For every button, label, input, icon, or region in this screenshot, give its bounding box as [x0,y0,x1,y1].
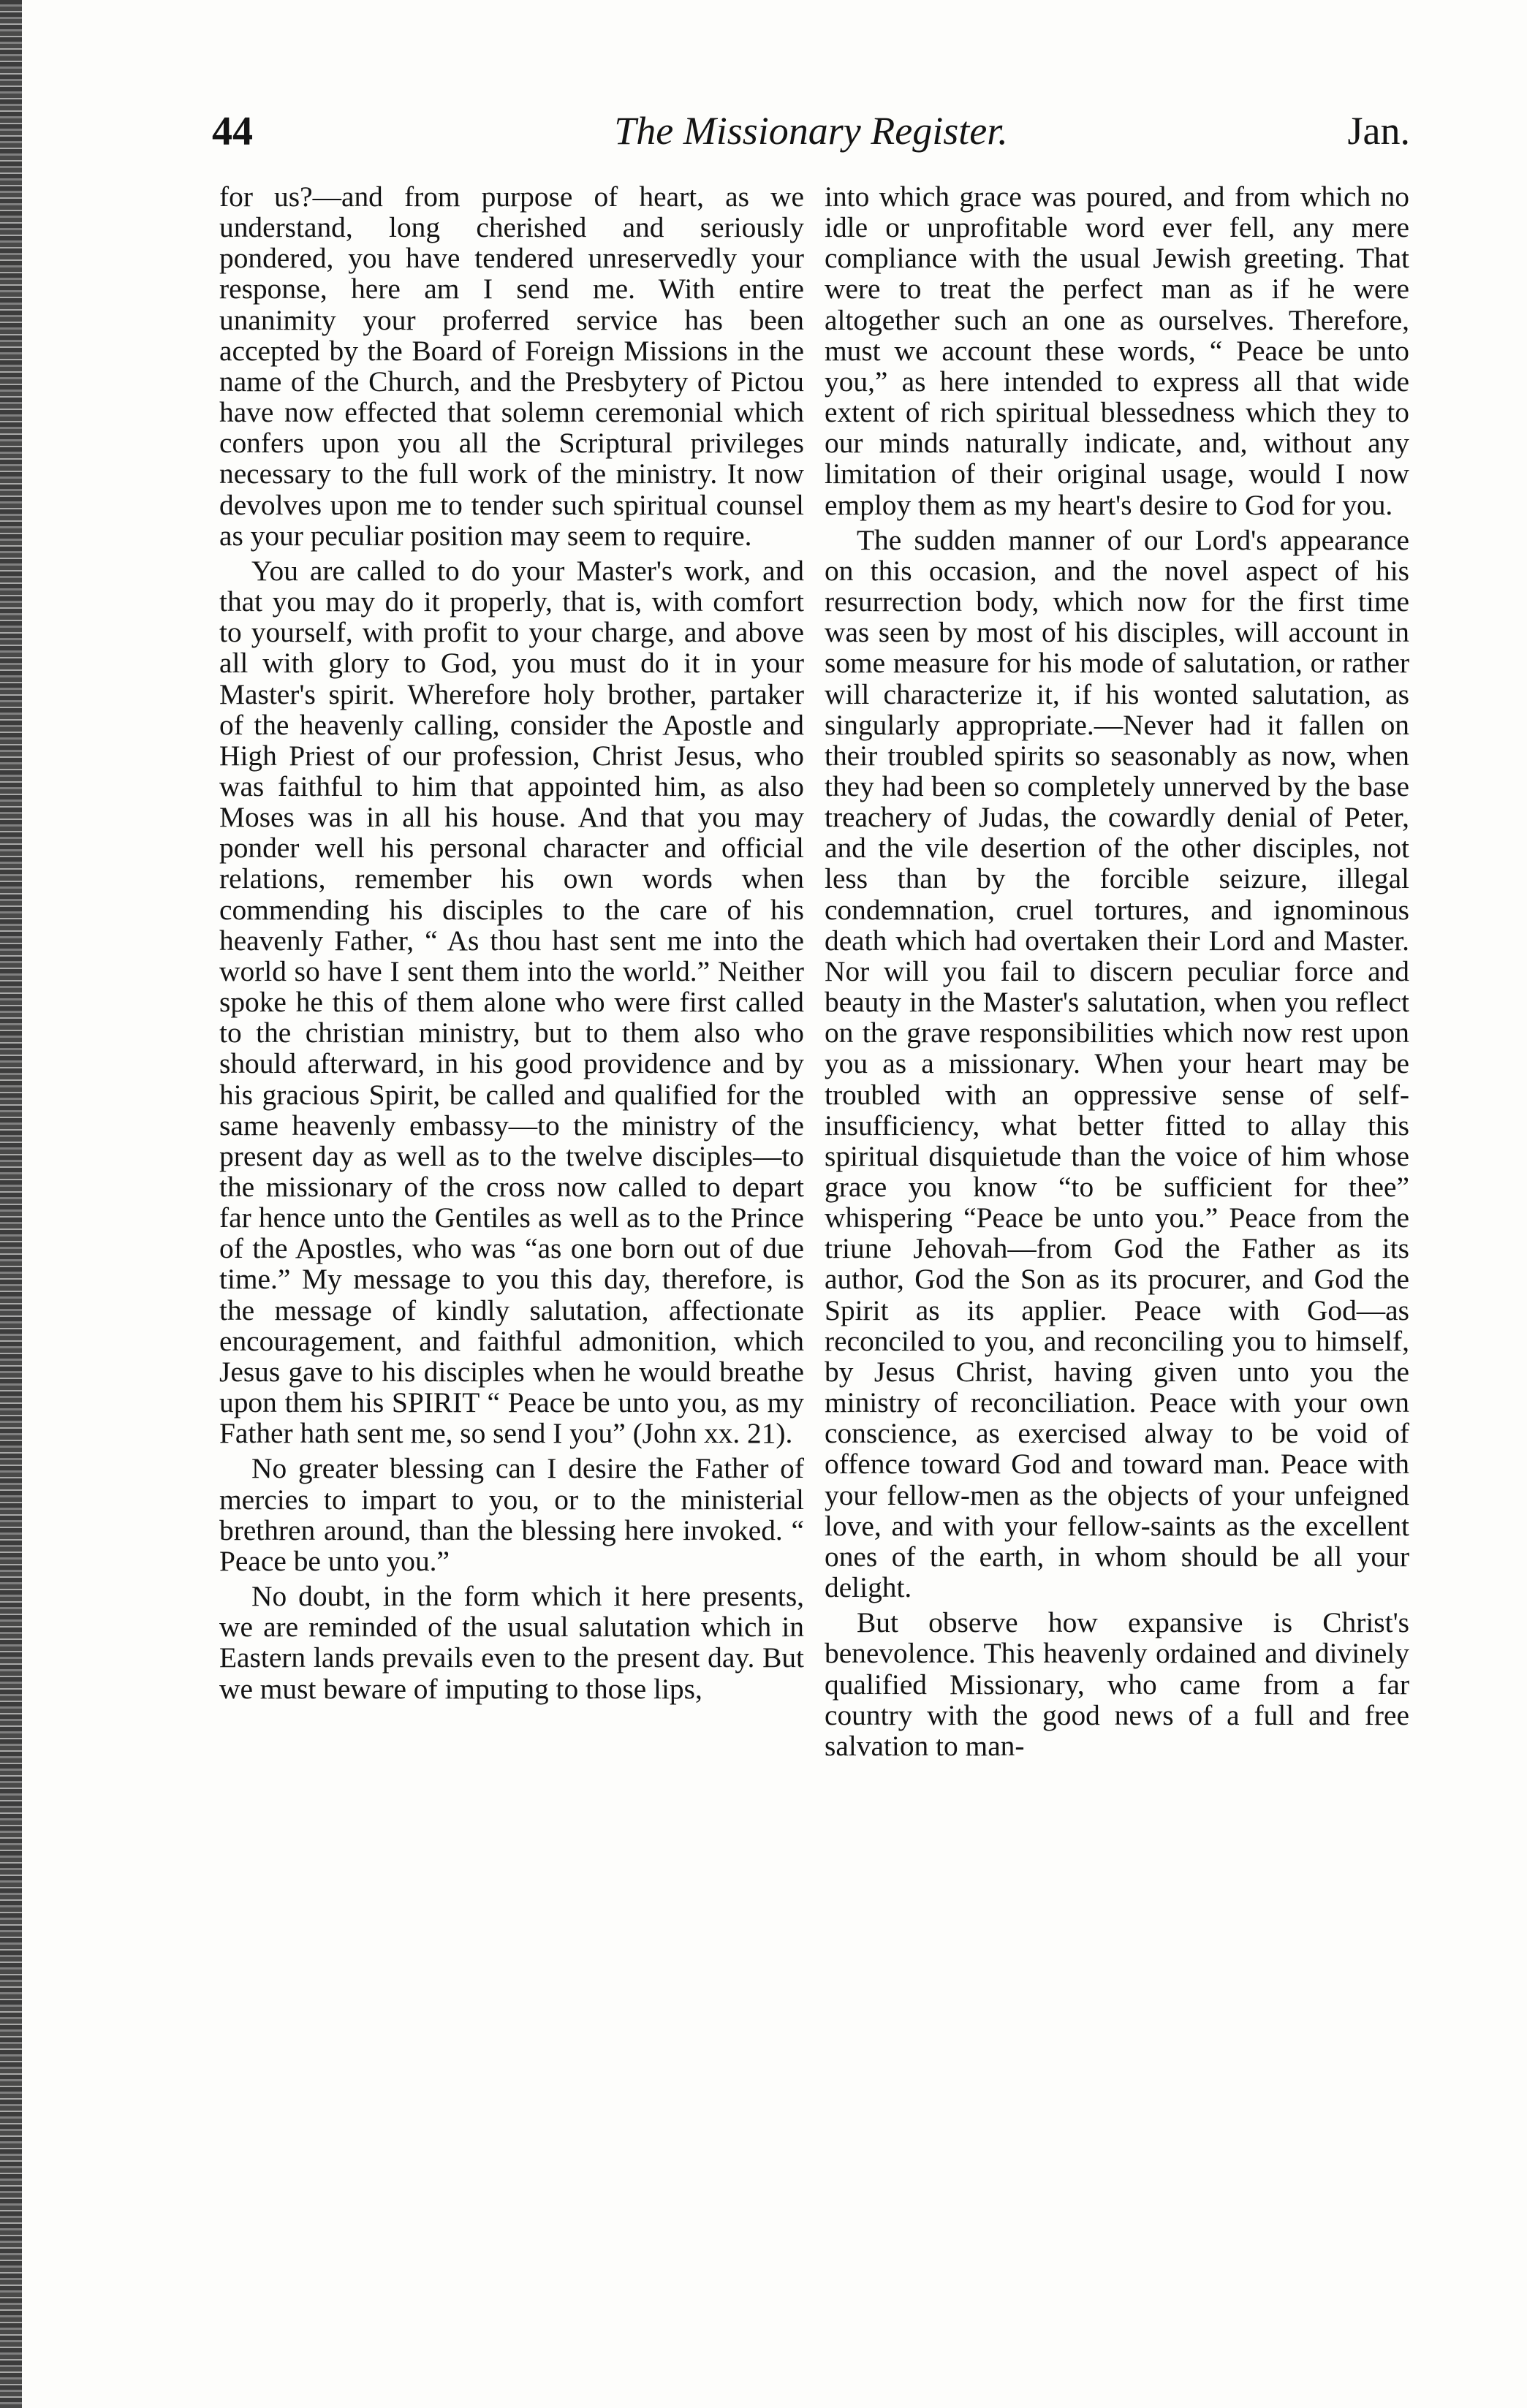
paragraph: The sudden manner of our Lord's appearance on this occasion, and the novel aspect of his resurrection body, which now for the first time was seen by most of his disciples, will account in some measure for his mode of salutation, or rather will characterize it, if his wonted salutation, as singularly appropriate.—Never had it fallen on their troubled spirits so seasonably as now, when they had been so completely unnerved by the base treachery of Judas, the cowardly denial of Peter, and the vile desertion of the other disciples, not less than by the forcible seizure, illegal condemnation, cruel tortures, and ignominous death which had overtaken their Lord and Master. Nor will you fail to discern peculiar force and beauty in the Master's salutation, when you reflect on the grave responsibilities which now rest upon you as a missionary. When your heart may be troubled with an oppressive sense of self-insufficiency, what better fitted to allay this spiritual disquietude than the voice of him whose grace you know “to be sufficient for thee” whispering “Peace be unto you.” Peace from the triune Jehovah—from God the Father as its author, God the Son as its procurer, and God the Spirit as its applier. Peace with God—as reconciled to you, and reconciling you to himself, by Jesus Christ, having given unto you the ministry of reconciliation. Peace with your own conscience, as exercised alway to be void of offence toward God and toward man. Peace with your fellow-men as the objects of your unfeigned love, and with your fellow-saints as the excellent ones of the earth, in whom should be all your delight. [825,523,1409,1604]
page-number: 44 [212,109,253,154]
paragraph: No greater blessing can I desire the Father of mercies to impart to you, or to the ministerial brethren around, than the blessing here invoked. “ Peace be unto you.” [219,1452,804,1577]
page-header [212,108,1410,167]
paragraph: You are called to do your Master's work, and that you may do it properly, that is, with comfort to yourself, with profit to your charge, and above all with glory to God, you must do it in your Master's spirit. Wherefore holy brother, partaker of the heavenly calling, consider the Apostle and High Priest of our profession, Christ Jesus, who was faithful to him that appointed him, as also Moses was in all his house. And that you may ponder well his personal character and official relations, remember his own words when commending his disciples to the care of his heavenly Father, “ As thou hast sent me into the world so have I sent them into the world.” Neither spoke he this of them alone who were first called to the christian ministry, but to them also who should afterward, in his good providence and by his gracious Spirit, be called and qualified for the same heavenly embassy—to the ministry of the present day as well as to the twelve disciples—to the missionary of the cross now called to depart far hence unto the Gentiles as well as to the Prince of the Apostles, who was “as one born out of due time.” My message to you this day, therefore, is the message of kindly salutation, affectionate encouragement, and faithful admonition, which Jesus gave to his disciples when he would breathe upon them his SPIRIT “ Peace be unto you, as my Father hath sent me, so send I you” (John xx. 21). [219,554,804,1450]
left-column [219,181,804,1709]
paragraph: into which grace was poured, and from which no idle or unprofitable word ever fell, any mere compliance with the usual Jewish greeting. That were to treat the perfect man as if he were altogether such an one as ourselves. Therefore, must we account these words, “ Peace be unto you,” as here intended to express all that wide extent of rich spiritual blessedness which they to our minds naturally indicate, and, without any limitation of their original usage, would I now employ them as my heart's desire to God for you. [825,181,1409,521]
paragraph: No doubt, in the form which it here presents, we are reminded of the usual salutation which in Eastern lands prevails even to the present day. But we must beware of imputing to those lips, [219,1580,804,1705]
running-title: The Missionary Register. [614,109,1008,153]
paragraph: for us?—and from purpose of heart, as we understand, long cherished and seriously pondered, you have tendered unreservedly your response, here am I send me. With entire unanimity your proferred service has been accepted by the Board of Foreign Missions in the name of the Church, and the Presbytery of Pictou have now effected that solemn ceremonial which confers upon you all the Scriptural privileges necessary to the full work of the ministry. It now devolves upon me to tender such spiritual counsel as your peculiar position may seem to require. [219,181,804,552]
header-month: Jan. [1347,109,1410,153]
right-column [825,181,1409,1766]
paragraph: But observe how expansive is Christ's benevolence. This heavenly ordained and divinely qualified Missionary, who came from a far country with the good news of a full and free salvation to man- [825,1606,1409,1762]
book-binding-edge [0,0,22,2408]
